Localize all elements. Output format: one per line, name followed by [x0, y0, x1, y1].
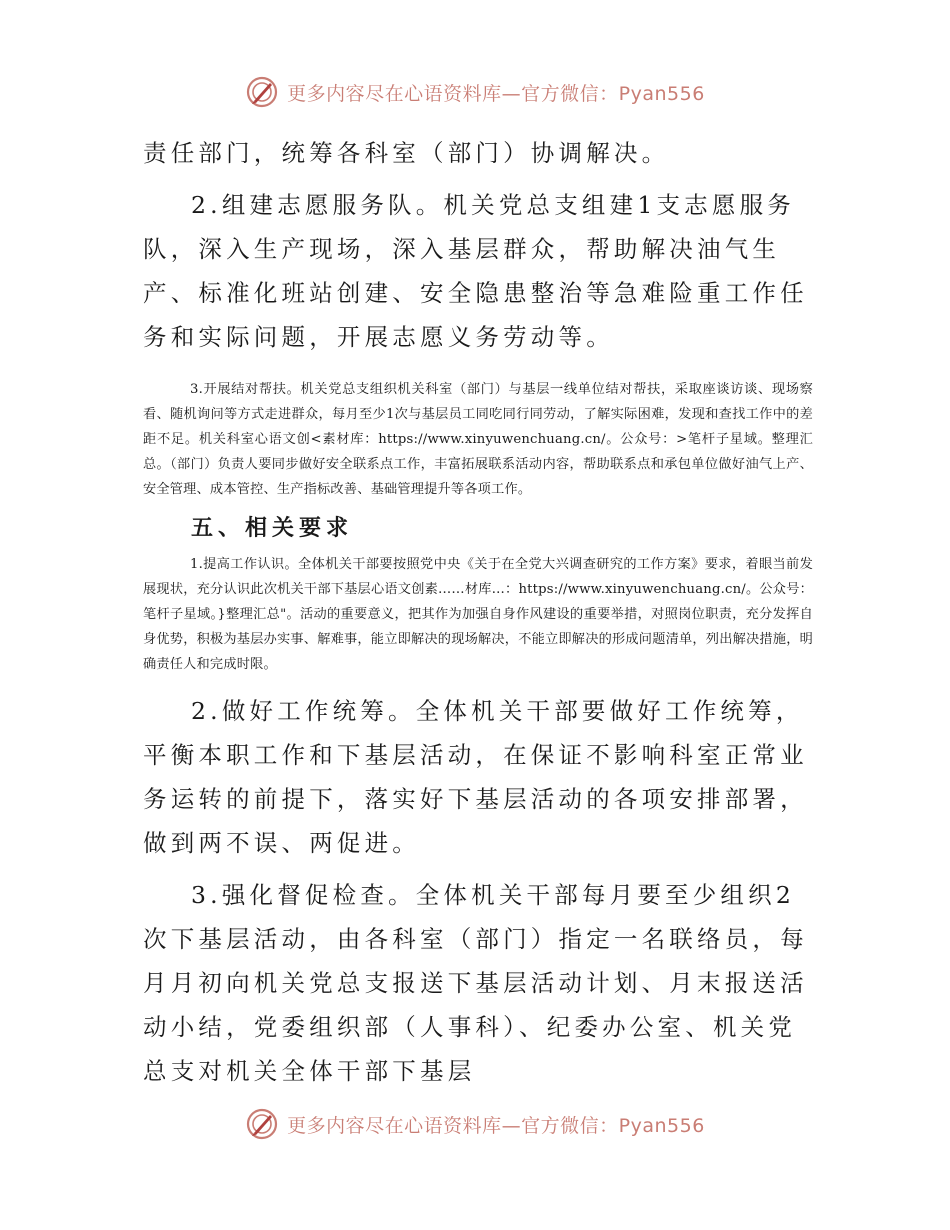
paragraph-requirement-3: 3.强化督促检查。全体机关干部每月要至少组织2次下基层活动，由各科室（部门）指定一名联络员，每月月初向机关党总支报送下基层活动计划、月末报送活动小结，党委组织部（人事科）、纪委办公室、机关党总支对机关全体干部下基层: [143, 881, 808, 1085]
paragraph-pair-assistance: 3.开展结对帮扶。机关党总支组织机关科室（部门）与基层一线单位结对帮扶，采取座谈访谈、现场察看、随机询问等方式走进群众，每月至少1次与基层员工同吃同行同劳动，了解实际困难，发现和查找工作中的差距不足。机关科室心语文创<素材库：https://www.xinyuwenchuang.cn/。公众号：>笔杆子星域。整理汇总。（部门）负责人要同步做好安全联系点工作，丰富拓展联系活动内容，帮助联系点和承包单位做好油气上产、安全管理、成本管控、生产指标改善、基础管理提升等各项工作。: [143, 382, 813, 497]
logo-icon: [245, 1107, 279, 1141]
paragraph-requirement-2: 2.做好工作统筹。全体机关干部要做好工作统筹，平衡本职工作和下基层活动，在保证不影响科室正常业务运转的前提下，落实好下基层活动的各项安排部署，做到两不误、两促进。: [143, 697, 808, 857]
paragraph-requirement-1: 1.提高工作认识。全体机关干部要按照党中央《关于在全党大兴调查研究的工作方案》要求，着眼当前发展现状，充分认识此次机关干部下基层心语文创素……材库…：https://www.xinyuwenchuang.cn/。公众号：笔杆子星域。}整理汇总"。活动的重要意义，把其作为加强自身作风建设的重要举措，对照岗位职责，充分发挥自身优势，积极为基层办实事、解难事，能立即解决的现场解决，不能立即解决的形成问题清单，列出解决措施，明确责任人和完成时限。: [143, 557, 813, 672]
footer-watermark-banner: [0, 1102, 950, 1146]
document-body: [143, 131, 813, 1093]
header-watermark-banner: [0, 70, 950, 114]
header-watermark-text: 更多内容尽在心语资料库—官方微信：Pyan556: [287, 82, 705, 105]
paragraph-volunteer-team: 2.组建志愿服务队。机关党总支组建1支志愿服务队，深入生产现场，深入基层群众，帮助解决油气生产、标准化班站创建、安全隐患整治等急难险重工作任务和实际问题，开展志愿义务劳动等。: [143, 191, 808, 351]
paragraph-intro: 责任部门，统筹各科室（部门）协调解决。: [143, 139, 670, 167]
footer-watermark-text: 更多内容尽在心语资料库—官方微信：Pyan556: [287, 1114, 705, 1137]
logo-icon: [245, 75, 279, 109]
section-heading-requirements: 五、相关要求: [191, 515, 354, 541]
